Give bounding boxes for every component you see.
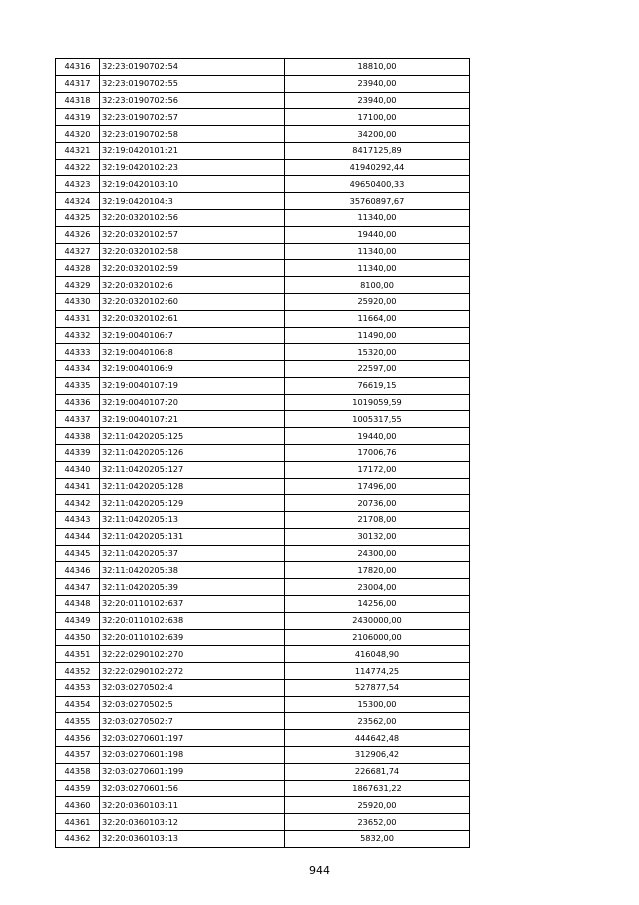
- cadastral-number-cell: 32:20:0110102:639: [100, 629, 285, 646]
- cadastral-number-cell: 32:20:0320102:57: [100, 226, 285, 243]
- table-row: [56, 830, 470, 847]
- value-cell: 49650400,33: [285, 176, 470, 193]
- cadastral-number-cell: 32:20:0360103:11: [100, 797, 285, 814]
- table-row: [56, 461, 470, 478]
- row-number-cell: 44346: [56, 562, 100, 579]
- cadastral-number-cell: 32:11:0420205:13: [100, 512, 285, 529]
- value-cell: 2430000,00: [285, 612, 470, 629]
- value-cell: 17006,76: [285, 444, 470, 461]
- row-number-cell: 44318: [56, 92, 100, 109]
- value-cell: 23652,00: [285, 814, 470, 831]
- value-cell: 25920,00: [285, 797, 470, 814]
- row-number-cell: 44348: [56, 596, 100, 613]
- row-number-cell: 44340: [56, 461, 100, 478]
- row-number-cell: 44319: [56, 109, 100, 126]
- value-cell: 23004,00: [285, 579, 470, 596]
- page-number: 944: [309, 864, 330, 877]
- row-number-cell: 44327: [56, 243, 100, 260]
- cadastral-number-cell: 32:11:0420205:129: [100, 495, 285, 512]
- value-cell: 15300,00: [285, 696, 470, 713]
- row-number-cell: 44342: [56, 495, 100, 512]
- cadastral-number-cell: 32:19:0040107:21: [100, 411, 285, 428]
- cadastral-number-cell: 32:19:0040107:19: [100, 377, 285, 394]
- table-row: [56, 243, 470, 260]
- value-cell: 35760897,67: [285, 193, 470, 210]
- cadastral-number-cell: 32:03:0270502:4: [100, 679, 285, 696]
- table-row: [56, 780, 470, 797]
- table-row: [56, 59, 470, 76]
- table-row: [56, 310, 470, 327]
- table-row: [56, 747, 470, 764]
- row-number-cell: 44352: [56, 663, 100, 680]
- value-cell: 114774,25: [285, 663, 470, 680]
- cadastral-number-cell: 32:11:0420205:39: [100, 579, 285, 596]
- row-number-cell: 44326: [56, 226, 100, 243]
- cadastral-number-cell: 32:20:0360103:13: [100, 830, 285, 847]
- table-row: [56, 327, 470, 344]
- row-number-cell: 44347: [56, 579, 100, 596]
- row-number-cell: 44349: [56, 612, 100, 629]
- value-cell: 1867631,22: [285, 780, 470, 797]
- cadastral-number-cell: 32:11:0420205:127: [100, 461, 285, 478]
- cadastral-number-cell: 32:20:0360103:12: [100, 814, 285, 831]
- value-cell: 34200,00: [285, 126, 470, 143]
- table-row: [56, 646, 470, 663]
- row-number-cell: 44338: [56, 428, 100, 445]
- value-cell: 11340,00: [285, 260, 470, 277]
- row-number-cell: 44321: [56, 142, 100, 159]
- table-row: [56, 176, 470, 193]
- table-row: [56, 713, 470, 730]
- row-number-cell: 44331: [56, 310, 100, 327]
- cadastral-number-cell: 32:20:0320102:60: [100, 293, 285, 310]
- row-number-cell: 44353: [56, 679, 100, 696]
- table-row: [56, 260, 470, 277]
- cadastral-number-cell: 32:23:0190702:58: [100, 126, 285, 143]
- cadastral-number-cell: 32:03:0270601:56: [100, 780, 285, 797]
- cadastral-number-cell: 32:11:0420205:125: [100, 428, 285, 445]
- row-number-cell: 44354: [56, 696, 100, 713]
- cadastral-number-cell: 32:20:0320102:61: [100, 310, 285, 327]
- value-cell: 2106000,00: [285, 629, 470, 646]
- value-cell: 24300,00: [285, 545, 470, 562]
- row-number-cell: 44344: [56, 528, 100, 545]
- table-row: [56, 394, 470, 411]
- cadastral-number-cell: 32:23:0190702:55: [100, 75, 285, 92]
- row-number-cell: 44343: [56, 512, 100, 529]
- value-cell: 226681,74: [285, 763, 470, 780]
- row-number-cell: 44323: [56, 176, 100, 193]
- table-row: [56, 596, 470, 613]
- cadastral-number-cell: 32:20:0320102:58: [100, 243, 285, 260]
- cadastral-number-cell: 32:23:0190702:57: [100, 109, 285, 126]
- row-number-cell: 44339: [56, 444, 100, 461]
- cadastral-number-cell: 32:03:0270502:7: [100, 713, 285, 730]
- cadastral-number-cell: 32:11:0420205:131: [100, 528, 285, 545]
- table-row: [56, 612, 470, 629]
- table-row: [56, 193, 470, 210]
- row-number-cell: 44332: [56, 327, 100, 344]
- table-row: [56, 428, 470, 445]
- row-number-cell: 44322: [56, 159, 100, 176]
- table-row: [56, 797, 470, 814]
- cadastral-number-cell: 32:03:0270502:5: [100, 696, 285, 713]
- cadastral-number-cell: 32:11:0420205:38: [100, 562, 285, 579]
- value-cell: 21708,00: [285, 512, 470, 529]
- cadastral-number-cell: 32:19:0040107:20: [100, 394, 285, 411]
- cadastral-number-cell: 32:23:0190702:54: [100, 59, 285, 76]
- cadastral-number-cell: 32:11:0420205:126: [100, 444, 285, 461]
- value-cell: 11340,00: [285, 210, 470, 227]
- table-row: [56, 344, 470, 361]
- value-cell: 11664,00: [285, 310, 470, 327]
- value-cell: 17100,00: [285, 109, 470, 126]
- row-number-cell: 44337: [56, 411, 100, 428]
- row-number-cell: 44328: [56, 260, 100, 277]
- table-row: [56, 277, 470, 294]
- row-number-cell: 44333: [56, 344, 100, 361]
- cadastral-number-cell: 32:03:0270601:199: [100, 763, 285, 780]
- row-number-cell: 44355: [56, 713, 100, 730]
- value-cell: 17820,00: [285, 562, 470, 579]
- table-row: [56, 361, 470, 378]
- value-cell: 312906,42: [285, 747, 470, 764]
- cadastral-number-cell: 32:19:0420104:3: [100, 193, 285, 210]
- row-number-cell: 44334: [56, 361, 100, 378]
- table-row: [56, 512, 470, 529]
- row-number-cell: 44359: [56, 780, 100, 797]
- table-row: [56, 377, 470, 394]
- value-cell: 17496,00: [285, 478, 470, 495]
- value-cell: 14256,00: [285, 596, 470, 613]
- table-row: [56, 92, 470, 109]
- table-row: [56, 159, 470, 176]
- table-row: [56, 696, 470, 713]
- value-cell: 20736,00: [285, 495, 470, 512]
- value-cell: 76619,15: [285, 377, 470, 394]
- row-number-cell: 44329: [56, 277, 100, 294]
- value-cell: 19440,00: [285, 226, 470, 243]
- value-cell: 11490,00: [285, 327, 470, 344]
- table-row: [56, 730, 470, 747]
- value-cell: 23940,00: [285, 75, 470, 92]
- value-cell: 30132,00: [285, 528, 470, 545]
- table-row: [56, 814, 470, 831]
- value-cell: 1019059,59: [285, 394, 470, 411]
- cadastral-number-cell: 32:20:0320102:56: [100, 210, 285, 227]
- value-cell: 1005317,55: [285, 411, 470, 428]
- cadastral-number-cell: 32:19:0420101:21: [100, 142, 285, 159]
- table-row: [56, 126, 470, 143]
- cadastral-number-cell: 32:20:0110102:637: [100, 596, 285, 613]
- row-number-cell: 44320: [56, 126, 100, 143]
- cadastral-number-cell: 32:20:0320102:59: [100, 260, 285, 277]
- value-cell: 8100,00: [285, 277, 470, 294]
- cadastral-number-cell: 32:03:0270601:197: [100, 730, 285, 747]
- table-row: [56, 663, 470, 680]
- cadastral-number-cell: 32:22:0290102:272: [100, 663, 285, 680]
- table-row: [56, 579, 470, 596]
- value-cell: 19440,00: [285, 428, 470, 445]
- table-row: [56, 226, 470, 243]
- cadastral-number-cell: 32:20:0110102:638: [100, 612, 285, 629]
- table-row: [56, 478, 470, 495]
- row-number-cell: 44361: [56, 814, 100, 831]
- value-cell: 5832,00: [285, 830, 470, 847]
- row-number-cell: 44336: [56, 394, 100, 411]
- table-row: [56, 109, 470, 126]
- row-number-cell: 44335: [56, 377, 100, 394]
- cadastral-number-cell: 32:19:0040106:8: [100, 344, 285, 361]
- value-cell: 41940292,44: [285, 159, 470, 176]
- cadastral-number-cell: 32:19:0420102:23: [100, 159, 285, 176]
- table-row: [56, 495, 470, 512]
- row-number-cell: 44357: [56, 747, 100, 764]
- cadastral-number-cell: 32:19:0420103:10: [100, 176, 285, 193]
- value-cell: 18810,00: [285, 59, 470, 76]
- row-number-cell: 44362: [56, 830, 100, 847]
- table-row: [56, 444, 470, 461]
- row-number-cell: 44341: [56, 478, 100, 495]
- table-row: [56, 293, 470, 310]
- value-cell: 444642,48: [285, 730, 470, 747]
- row-number-cell: 44330: [56, 293, 100, 310]
- value-cell: 23940,00: [285, 92, 470, 109]
- table-row: [56, 545, 470, 562]
- row-number-cell: 44350: [56, 629, 100, 646]
- table-row: [56, 679, 470, 696]
- value-cell: 25920,00: [285, 293, 470, 310]
- value-cell: 23562,00: [285, 713, 470, 730]
- row-number-cell: 44360: [56, 797, 100, 814]
- value-cell: 527877,54: [285, 679, 470, 696]
- row-number-cell: 44351: [56, 646, 100, 663]
- table-row: [56, 528, 470, 545]
- table-row: [56, 411, 470, 428]
- cadastral-number-cell: 32:19:0040106:9: [100, 361, 285, 378]
- table-row: [56, 763, 470, 780]
- row-number-cell: 44356: [56, 730, 100, 747]
- value-cell: 22597,00: [285, 361, 470, 378]
- table-row: [56, 562, 470, 579]
- value-cell: 17172,00: [285, 461, 470, 478]
- table-row: [56, 210, 470, 227]
- cadastral-number-cell: 32:20:0320102:6: [100, 277, 285, 294]
- cadastral-number-cell: 32:03:0270601:198: [100, 747, 285, 764]
- row-number-cell: 44317: [56, 75, 100, 92]
- cadastral-number-cell: 32:19:0040106:7: [100, 327, 285, 344]
- cadastral-number-cell: 32:11:0420205:37: [100, 545, 285, 562]
- cadastral-number-cell: 32:22:0290102:270: [100, 646, 285, 663]
- value-cell: 11340,00: [285, 243, 470, 260]
- value-cell: 416048,90: [285, 646, 470, 663]
- value-cell: 15320,00: [285, 344, 470, 361]
- value-cell: 8417125,89: [285, 142, 470, 159]
- table-row: [56, 75, 470, 92]
- row-number-cell: 44325: [56, 210, 100, 227]
- cadastral-number-cell: 32:23:0190702:56: [100, 92, 285, 109]
- table-row: [56, 629, 470, 646]
- cadastral-value-table: [55, 58, 470, 848]
- row-number-cell: 44316: [56, 59, 100, 76]
- row-number-cell: 44324: [56, 193, 100, 210]
- row-number-cell: 44345: [56, 545, 100, 562]
- row-number-cell: 44358: [56, 763, 100, 780]
- cadastral-number-cell: 32:11:0420205:128: [100, 478, 285, 495]
- table-body: [56, 59, 470, 848]
- table-row: [56, 142, 470, 159]
